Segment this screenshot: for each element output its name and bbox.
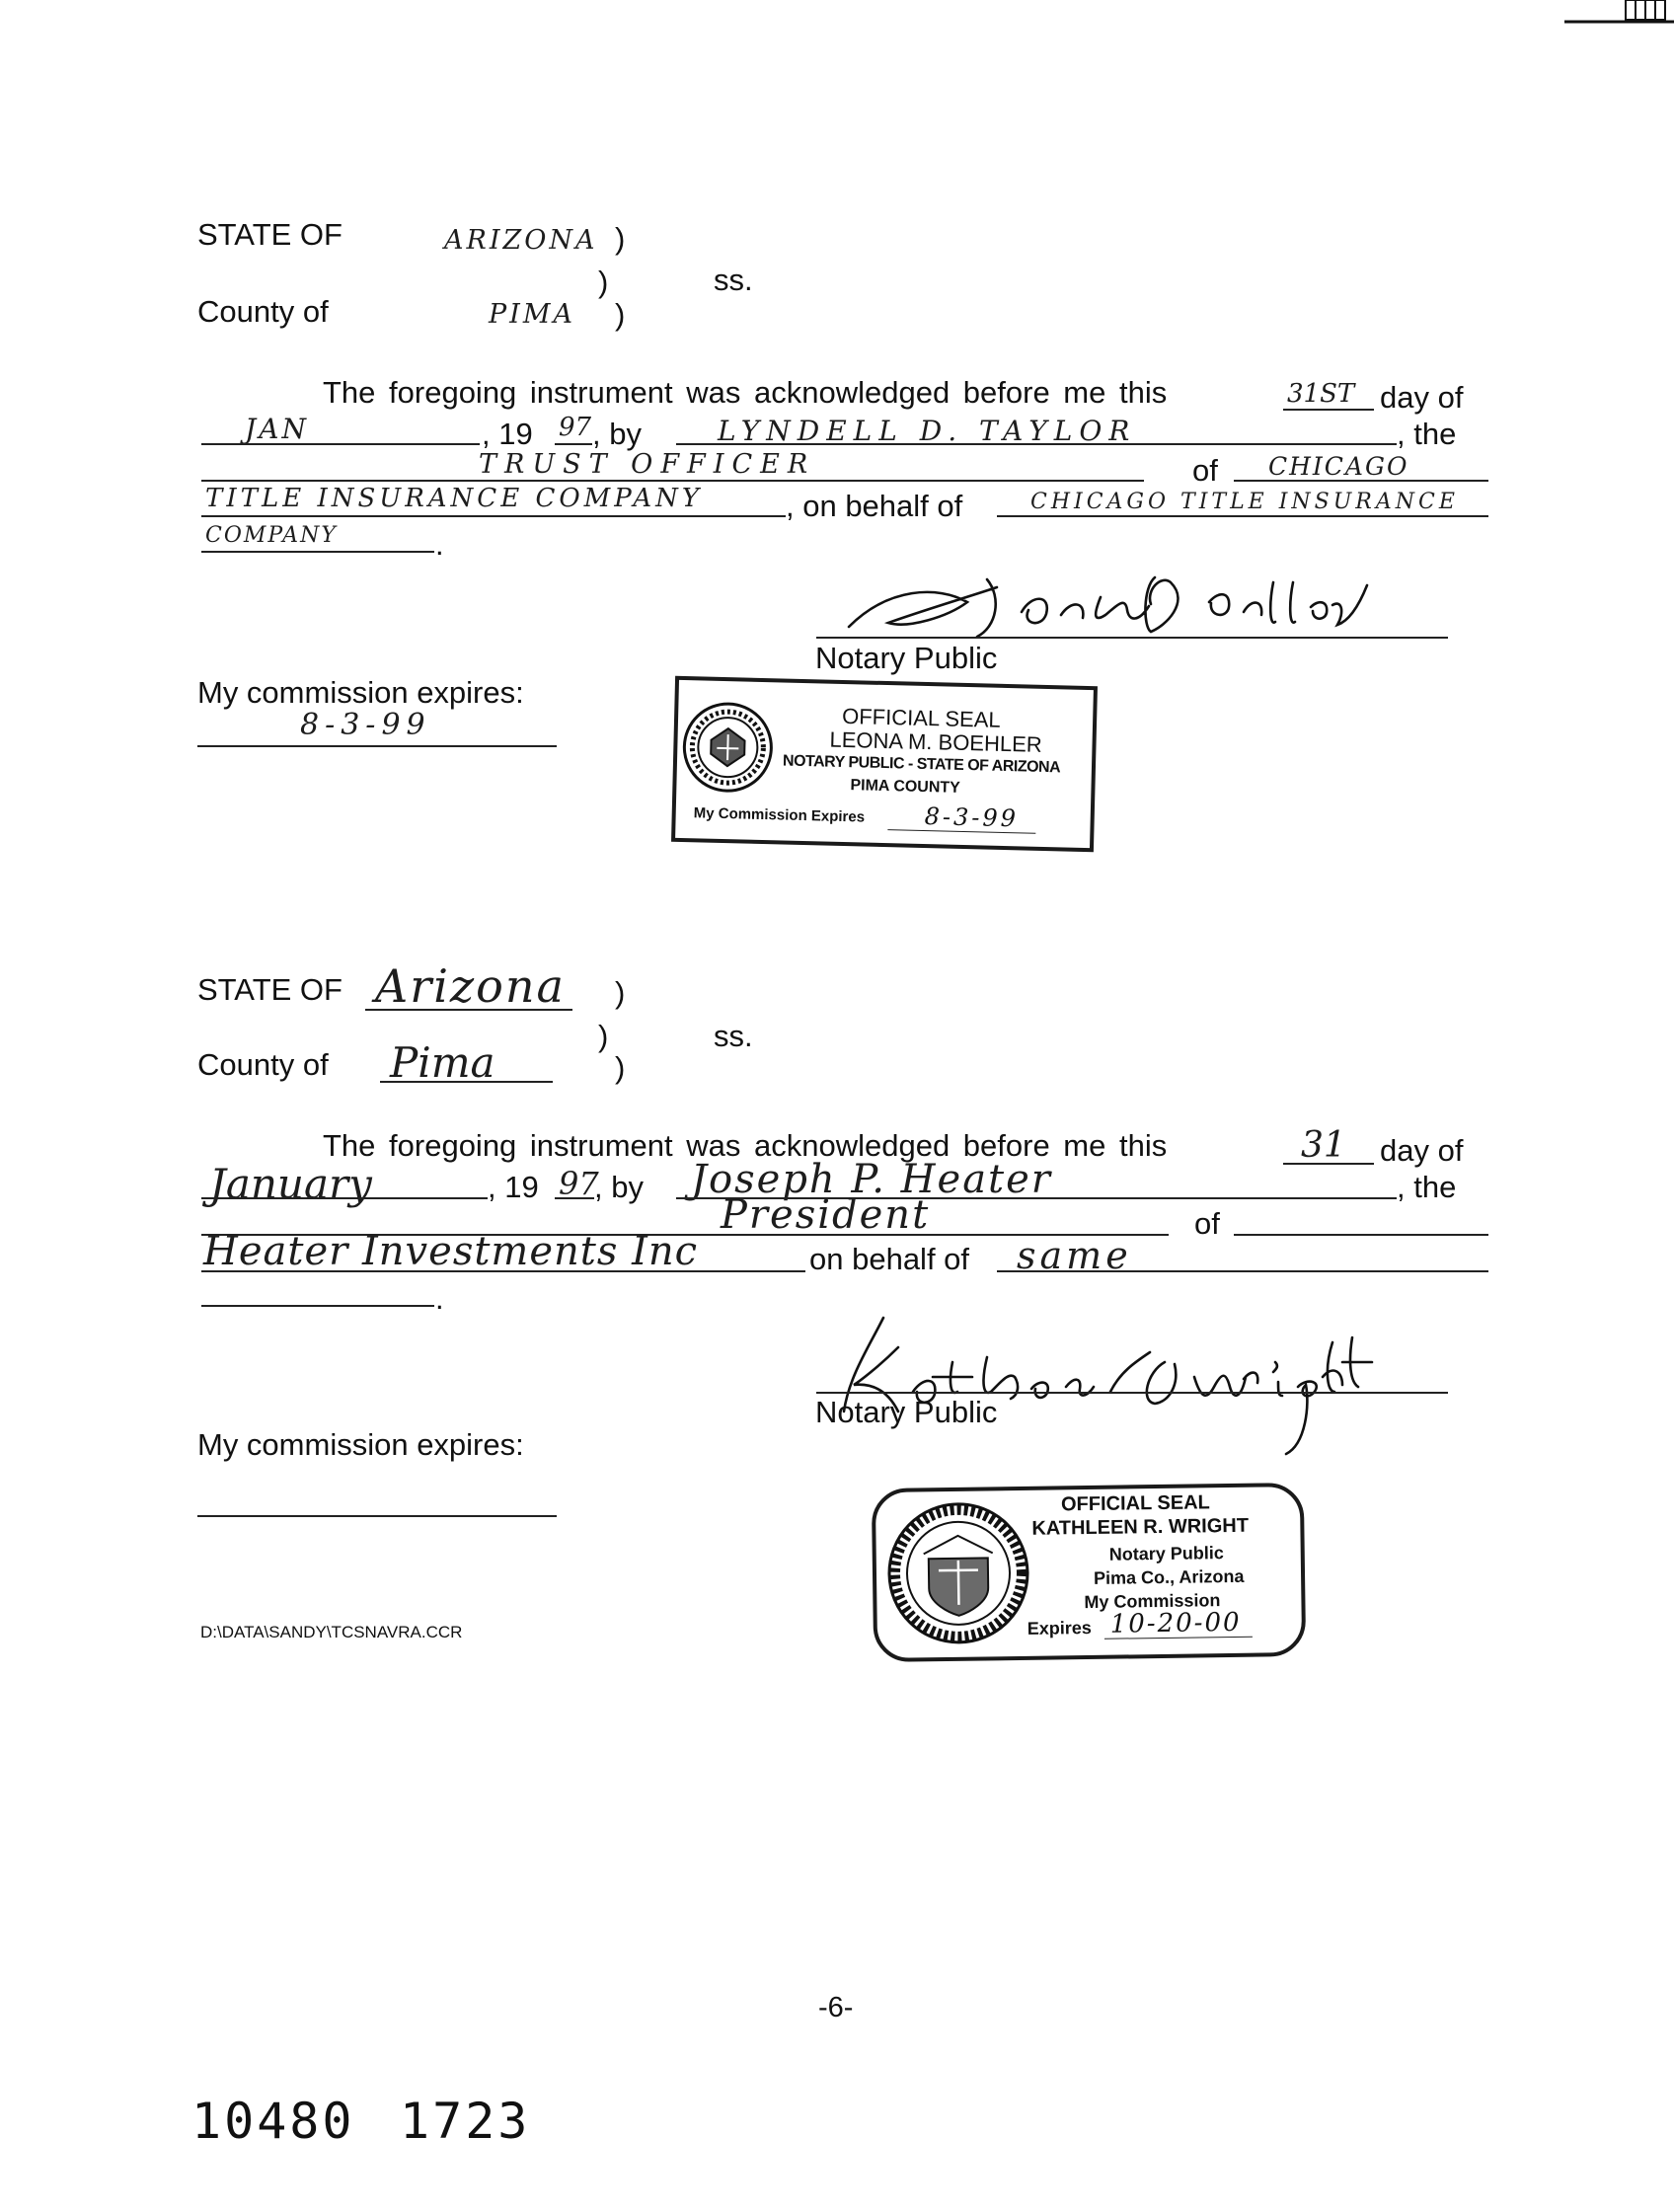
company-underline: [1234, 1234, 1488, 1236]
notary-signature-line: [816, 1392, 1448, 1394]
on-behalf-label: on behalf of: [809, 1242, 970, 1276]
arizona-seal-emblem: [680, 700, 775, 795]
seal-county-line: Pima Co., Arizona: [1093, 1565, 1245, 1588]
of-label: of: [1194, 1206, 1220, 1241]
notary-signature-line: [816, 637, 1448, 639]
county-label: County of: [197, 1047, 329, 1082]
of-label: of: [1192, 453, 1218, 488]
bracket-paren: ): [598, 265, 609, 299]
signer-underline: [676, 443, 1397, 445]
seal-notary-name: LEONA M. BOEHLER: [829, 726, 1043, 757]
behalf-value: CHICAGO TITLE INSURANCE: [1030, 490, 1459, 514]
period: .: [435, 1281, 444, 1316]
bracket-paren: ): [615, 1050, 626, 1085]
period: .: [435, 527, 444, 562]
month-value: JAN: [245, 413, 309, 445]
company-value: CHICAGO: [1268, 452, 1409, 481]
state-underline: [365, 1009, 572, 1011]
seal-notary-name: KATHLEEN R. WRIGHT: [1031, 1514, 1250, 1540]
notary-signature-image: [829, 1308, 1421, 1466]
blank-underline: [201, 1305, 434, 1307]
company-value: Heater Investments Inc: [203, 1229, 699, 1274]
file-path: D:\DATA\SANDY\TCSNAVRA.CCR: [200, 1623, 463, 1641]
arizona-seal-emblem: [883, 1498, 1033, 1648]
ack-sentence: The foregoing instrument was acknowledged before me this: [323, 1128, 1168, 1163]
official-seal-stamp: [671, 676, 1098, 852]
by-label: , by: [592, 417, 642, 451]
page-number: -6-: [818, 1992, 854, 2023]
company-underline-cont: [201, 1270, 805, 1272]
day-underline: [1283, 1163, 1374, 1165]
county-label: County of: [197, 294, 329, 329]
month-underline: [201, 443, 480, 445]
signer-name-value: Joseph P. Heater: [691, 1157, 1052, 1202]
behalf-value-cont: COMPANY: [205, 523, 338, 548]
year-underline: [555, 1197, 594, 1199]
commission-underline: [197, 745, 557, 747]
ss-label: ss.: [714, 1019, 753, 1053]
year-label: , 19: [488, 1170, 539, 1204]
state-value: Arizona: [375, 959, 566, 1013]
commission-expires-label: My commission expires:: [197, 675, 524, 710]
bracket-paren: ): [615, 975, 626, 1010]
notary-public-label: Notary Public: [815, 1395, 998, 1429]
behalf-underline: [997, 515, 1488, 517]
commission-expires-value: 8-3-99: [300, 708, 431, 742]
by-label: , by: [594, 1170, 644, 1204]
day-value: 31: [1301, 1125, 1346, 1166]
day-of-label: day of: [1380, 1133, 1464, 1168]
ss-label: ss.: [714, 263, 753, 297]
signer-title-value: TRUST OFFICER: [479, 449, 816, 480]
scan-edge-mark: [1564, 0, 1674, 34]
seal-title: OFFICIAL SEAL: [1060, 1491, 1210, 1516]
behalf-underline: [997, 1270, 1488, 1272]
bracket-paren: ): [615, 297, 626, 332]
year-label: , 19: [482, 417, 533, 451]
bracket-paren: ): [615, 221, 626, 256]
seal-state-line: NOTARY PUBLIC - STATE OF ARIZONA: [782, 752, 1061, 777]
state-label: STATE OF: [197, 972, 342, 1007]
signer-name-value: LYNDELL D. TAYLOR: [718, 415, 1137, 447]
state-value: ARIZONA: [444, 225, 598, 256]
year-underline: [555, 443, 592, 445]
seal-title: OFFICIAL SEAL: [841, 703, 1002, 732]
commission-expires-label: My commission expires:: [197, 1427, 524, 1462]
year-value: 97: [559, 1165, 599, 1202]
title-underline: [201, 480, 1144, 482]
county-value: PIMA: [489, 299, 575, 330]
company-value-cont: TITLE INSURANCE COMPANY: [205, 484, 704, 513]
the-label: , the: [1397, 417, 1457, 451]
document-number: 10480: [191, 2093, 355, 2150]
seal-expires-value: 10-20-00: [1109, 1607, 1242, 1640]
day-value: 31ST: [1287, 379, 1355, 409]
ack-sentence: The foregoing instrument was acknowledged before me this: [323, 375, 1168, 410]
year-value: 97: [559, 413, 592, 442]
notary-public-label: Notary Public: [815, 641, 998, 675]
behalf-value: same: [1017, 1234, 1132, 1277]
company-underline-cont: [201, 515, 786, 517]
day-underline: [1283, 409, 1374, 411]
state-label: STATE OF: [197, 217, 342, 252]
seal-expires-label: My Commission Expires: [693, 804, 866, 826]
behalf-underline-cont: [201, 551, 434, 553]
commission-underline: [197, 1515, 557, 1517]
the-label: , the: [1397, 1170, 1457, 1204]
seal-expires-value: 8-3-99: [924, 802, 1020, 833]
seal-commission-line: My Commission: [1084, 1590, 1221, 1613]
county-underline: [380, 1081, 553, 1083]
company-underline: [1234, 480, 1488, 482]
official-seal-stamp: [872, 1483, 1306, 1662]
county-value: Pima: [390, 1038, 495, 1087]
day-of-label: day of: [1380, 380, 1464, 415]
seal-expires-label: Expires: [1027, 1617, 1092, 1639]
signer-title-value: President: [721, 1192, 931, 1238]
seal-notary-public-line: Notary Public: [1108, 1543, 1224, 1564]
month-underline: [201, 1197, 488, 1199]
bracket-paren: ): [598, 1019, 609, 1053]
month-value: January: [209, 1160, 372, 1208]
seal-county-line: PIMA COUNTY: [850, 777, 961, 797]
on-behalf-label: , on behalf of: [786, 489, 963, 523]
page-reference-number: 1723: [400, 2093, 531, 2150]
